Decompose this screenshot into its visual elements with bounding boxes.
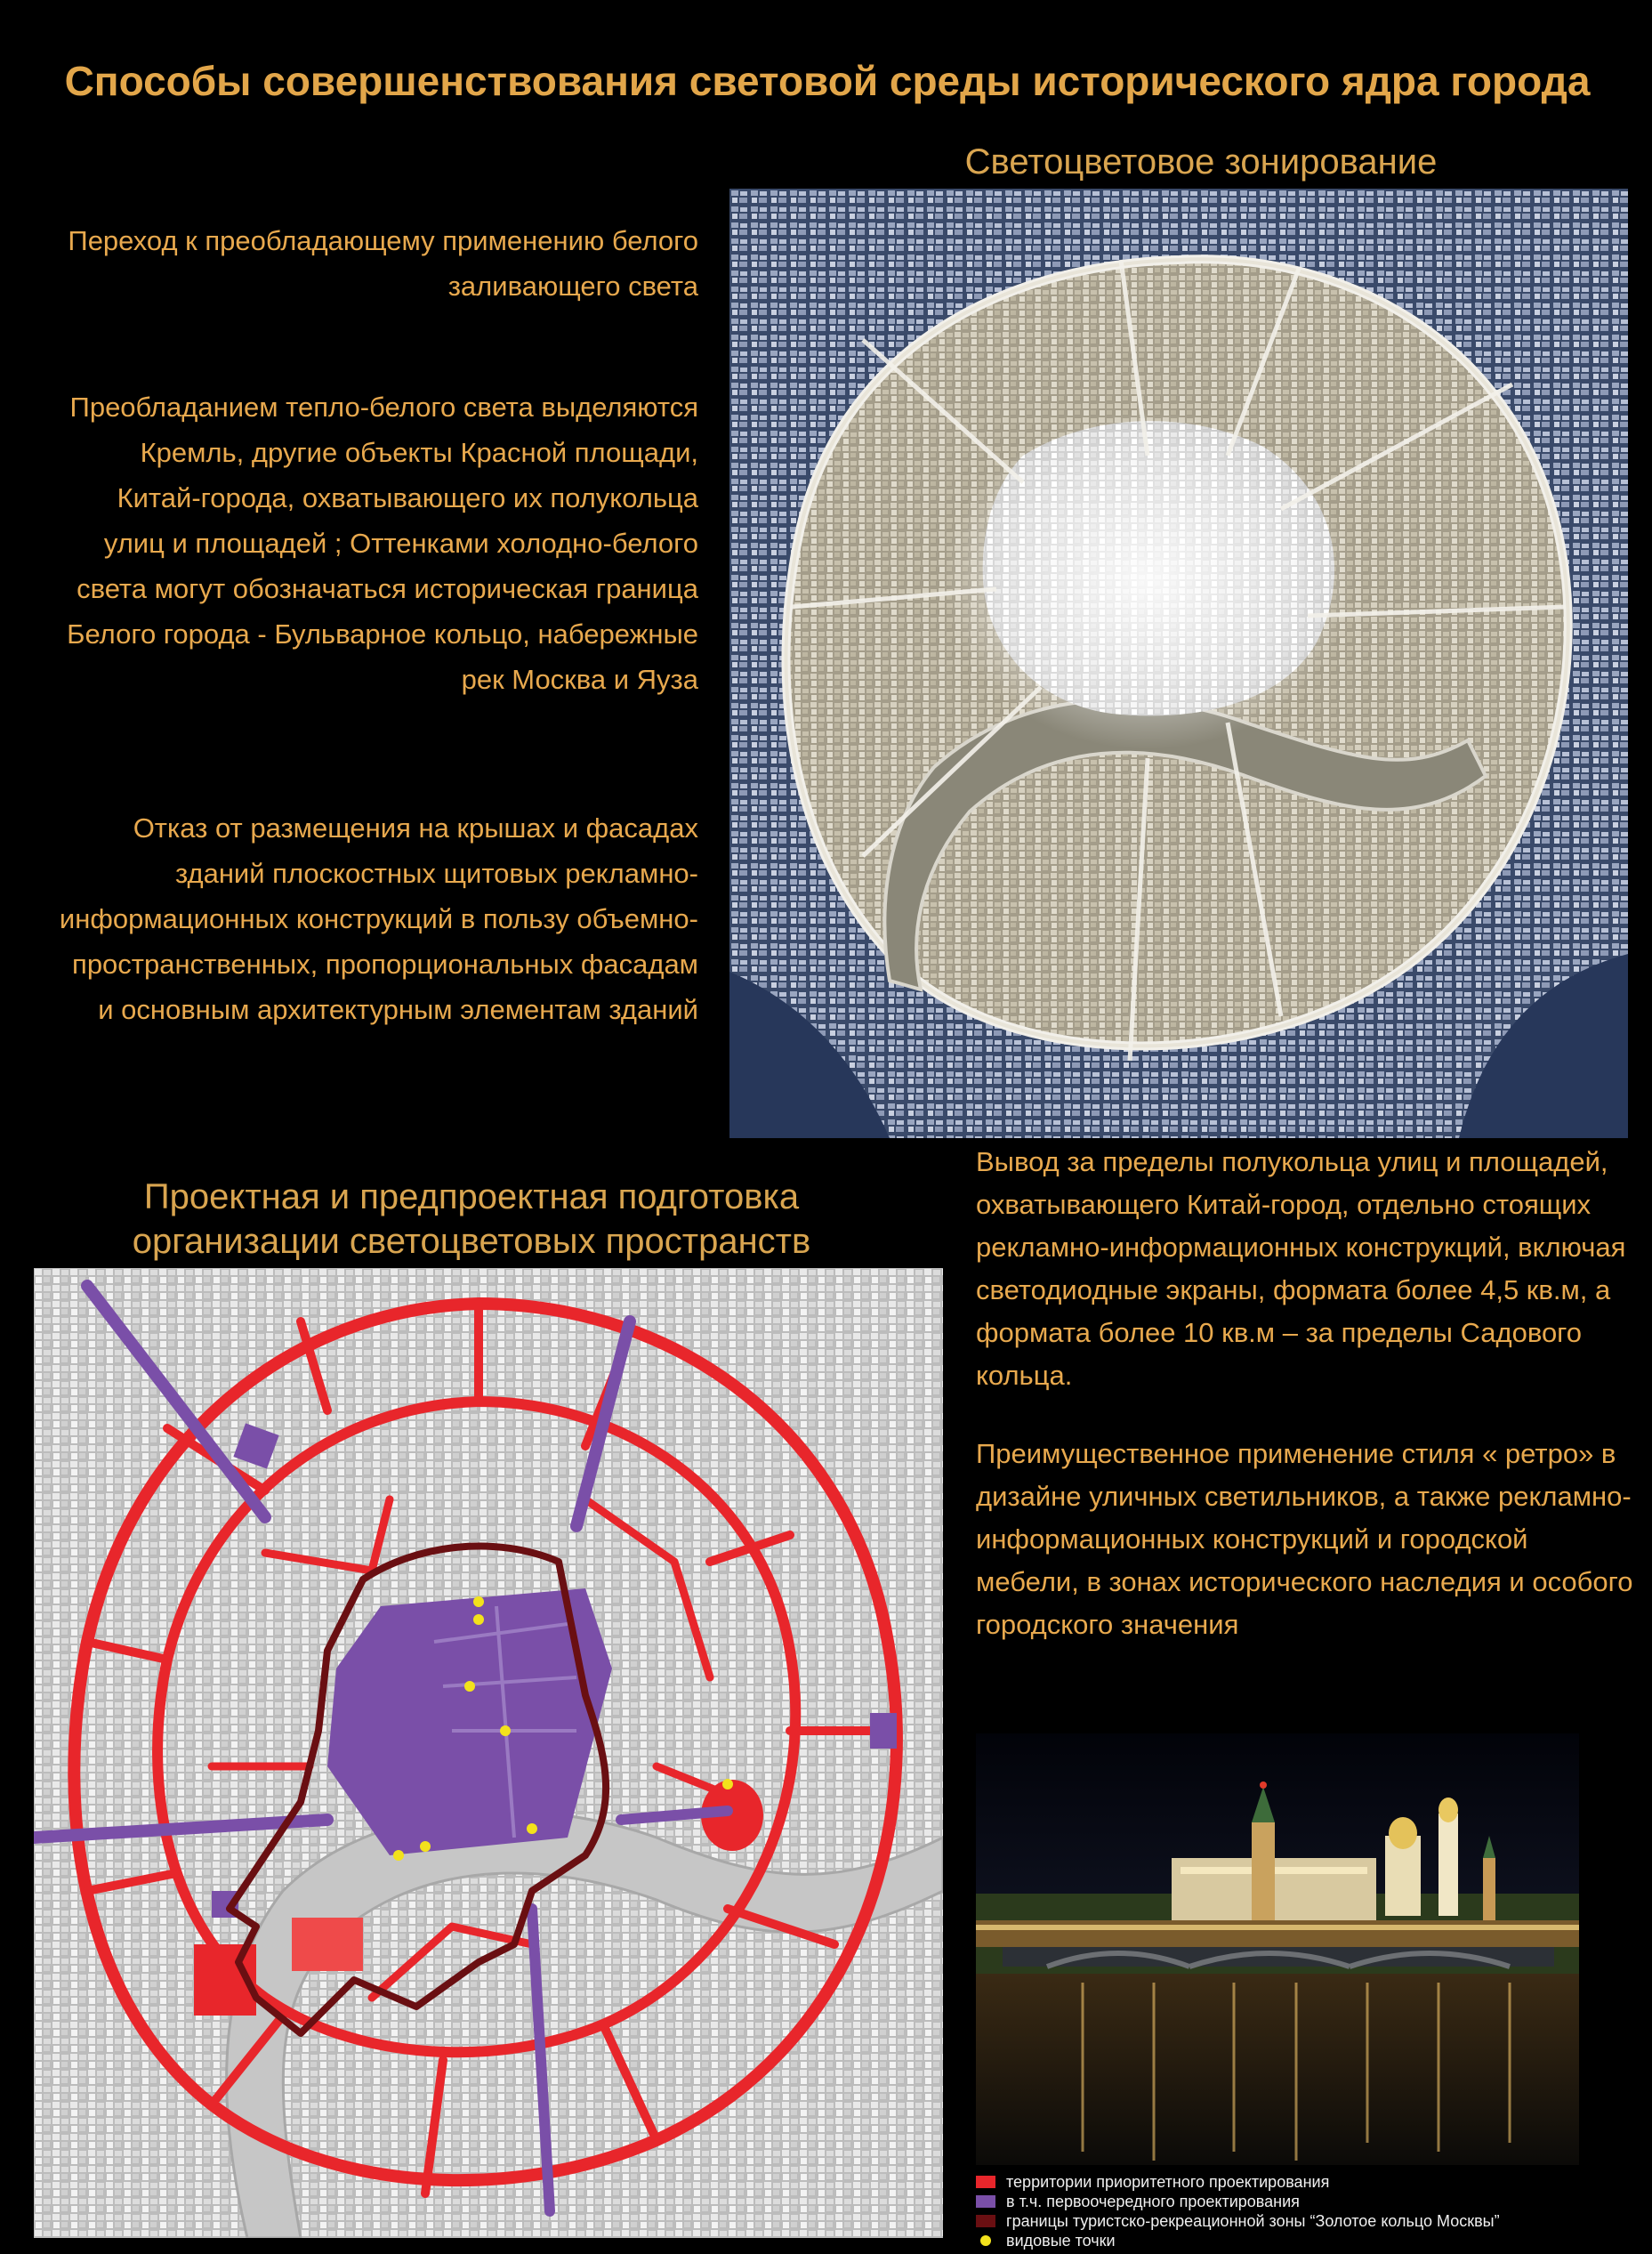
text-block-advertising-removal: Вывод за пределы полукольца улиц и площадей, охватывающего Китай-город, отдельно стоящих рекламно-информационных конструкций, включая светодиодные экраны, формата более 4,5 кв.м, а формата более 10 кв.м – за пределы Садового кольца. xyxy=(976,1146,1626,1391)
text-block-retro-style: Преимущественное применение стиля « ретро» в дизайне уличных светильников, а также рекламно-информационных конструкций и городской мебели, в зонах исторического наследия и особого городского значения xyxy=(976,1438,1633,1640)
subtitle-projects: Проектная и предпроектная подготовка организации светоцветовых пространств xyxy=(132,1177,811,1261)
kremlin-night-photo xyxy=(976,1733,1579,2165)
project-map xyxy=(34,1268,943,2238)
legend-dot-yellow xyxy=(980,2235,991,2246)
legend-label: видовые точки xyxy=(1006,2232,1116,2250)
legend-label: границы туристско-рекреационной зоны “Золотое кольцо Москвы” xyxy=(1006,2212,1500,2230)
text-block-white-light: Переход к преобладающему применению белого заливающего света xyxy=(68,225,698,302)
legend-item-priority xyxy=(976,2173,1329,2191)
subtitle-zoning: Светоцветовое зонирование xyxy=(964,142,1438,182)
legend-swatch-red xyxy=(976,2176,995,2188)
priority-area-river-island xyxy=(292,1918,363,1971)
legend-item-zone-boundary xyxy=(976,2212,1500,2230)
text-block-warm-cold-light: Преобладанием тепло-белого света выделяются Кремль, другие объекты Красной площади, Китай-города, охватывающего их полукольца улиц и площадей ; Оттенками холодно-белого света могут обозначаться историческая граница Белого города - Бульварное кольцо, набережные рек Москва и Яуза xyxy=(67,392,698,695)
text-block-advertising: Отказ от размещения на крышах и фасадах зданий плоскостных щитовых рекламно-информационных конструкций в пользу объемно-пространственных, пропорциональных фасадам и основным архитектурным элементам зданий xyxy=(59,812,698,1025)
zoning-map xyxy=(729,189,1628,1138)
legend-swatch-purple xyxy=(976,2195,995,2208)
warm-white-glow xyxy=(943,411,1352,749)
poster-title: Способы совершенствования световой среды исторического ядра города xyxy=(64,58,1591,104)
legend-item-viewpoints xyxy=(976,2232,1116,2250)
zoning-map-svg xyxy=(729,189,1628,1138)
legend-swatch-dark-red xyxy=(976,2215,995,2227)
kremlin-night-photo-svg xyxy=(976,1733,1579,2165)
project-map-svg xyxy=(34,1268,943,2238)
legend-label: в т.ч. первоочередного проектирования xyxy=(1006,2193,1300,2210)
purple-node-3 xyxy=(870,1713,897,1749)
legend-label: территории приоритетного проектирования xyxy=(1006,2173,1330,2191)
legend-item-first-priority xyxy=(976,2193,1300,2210)
